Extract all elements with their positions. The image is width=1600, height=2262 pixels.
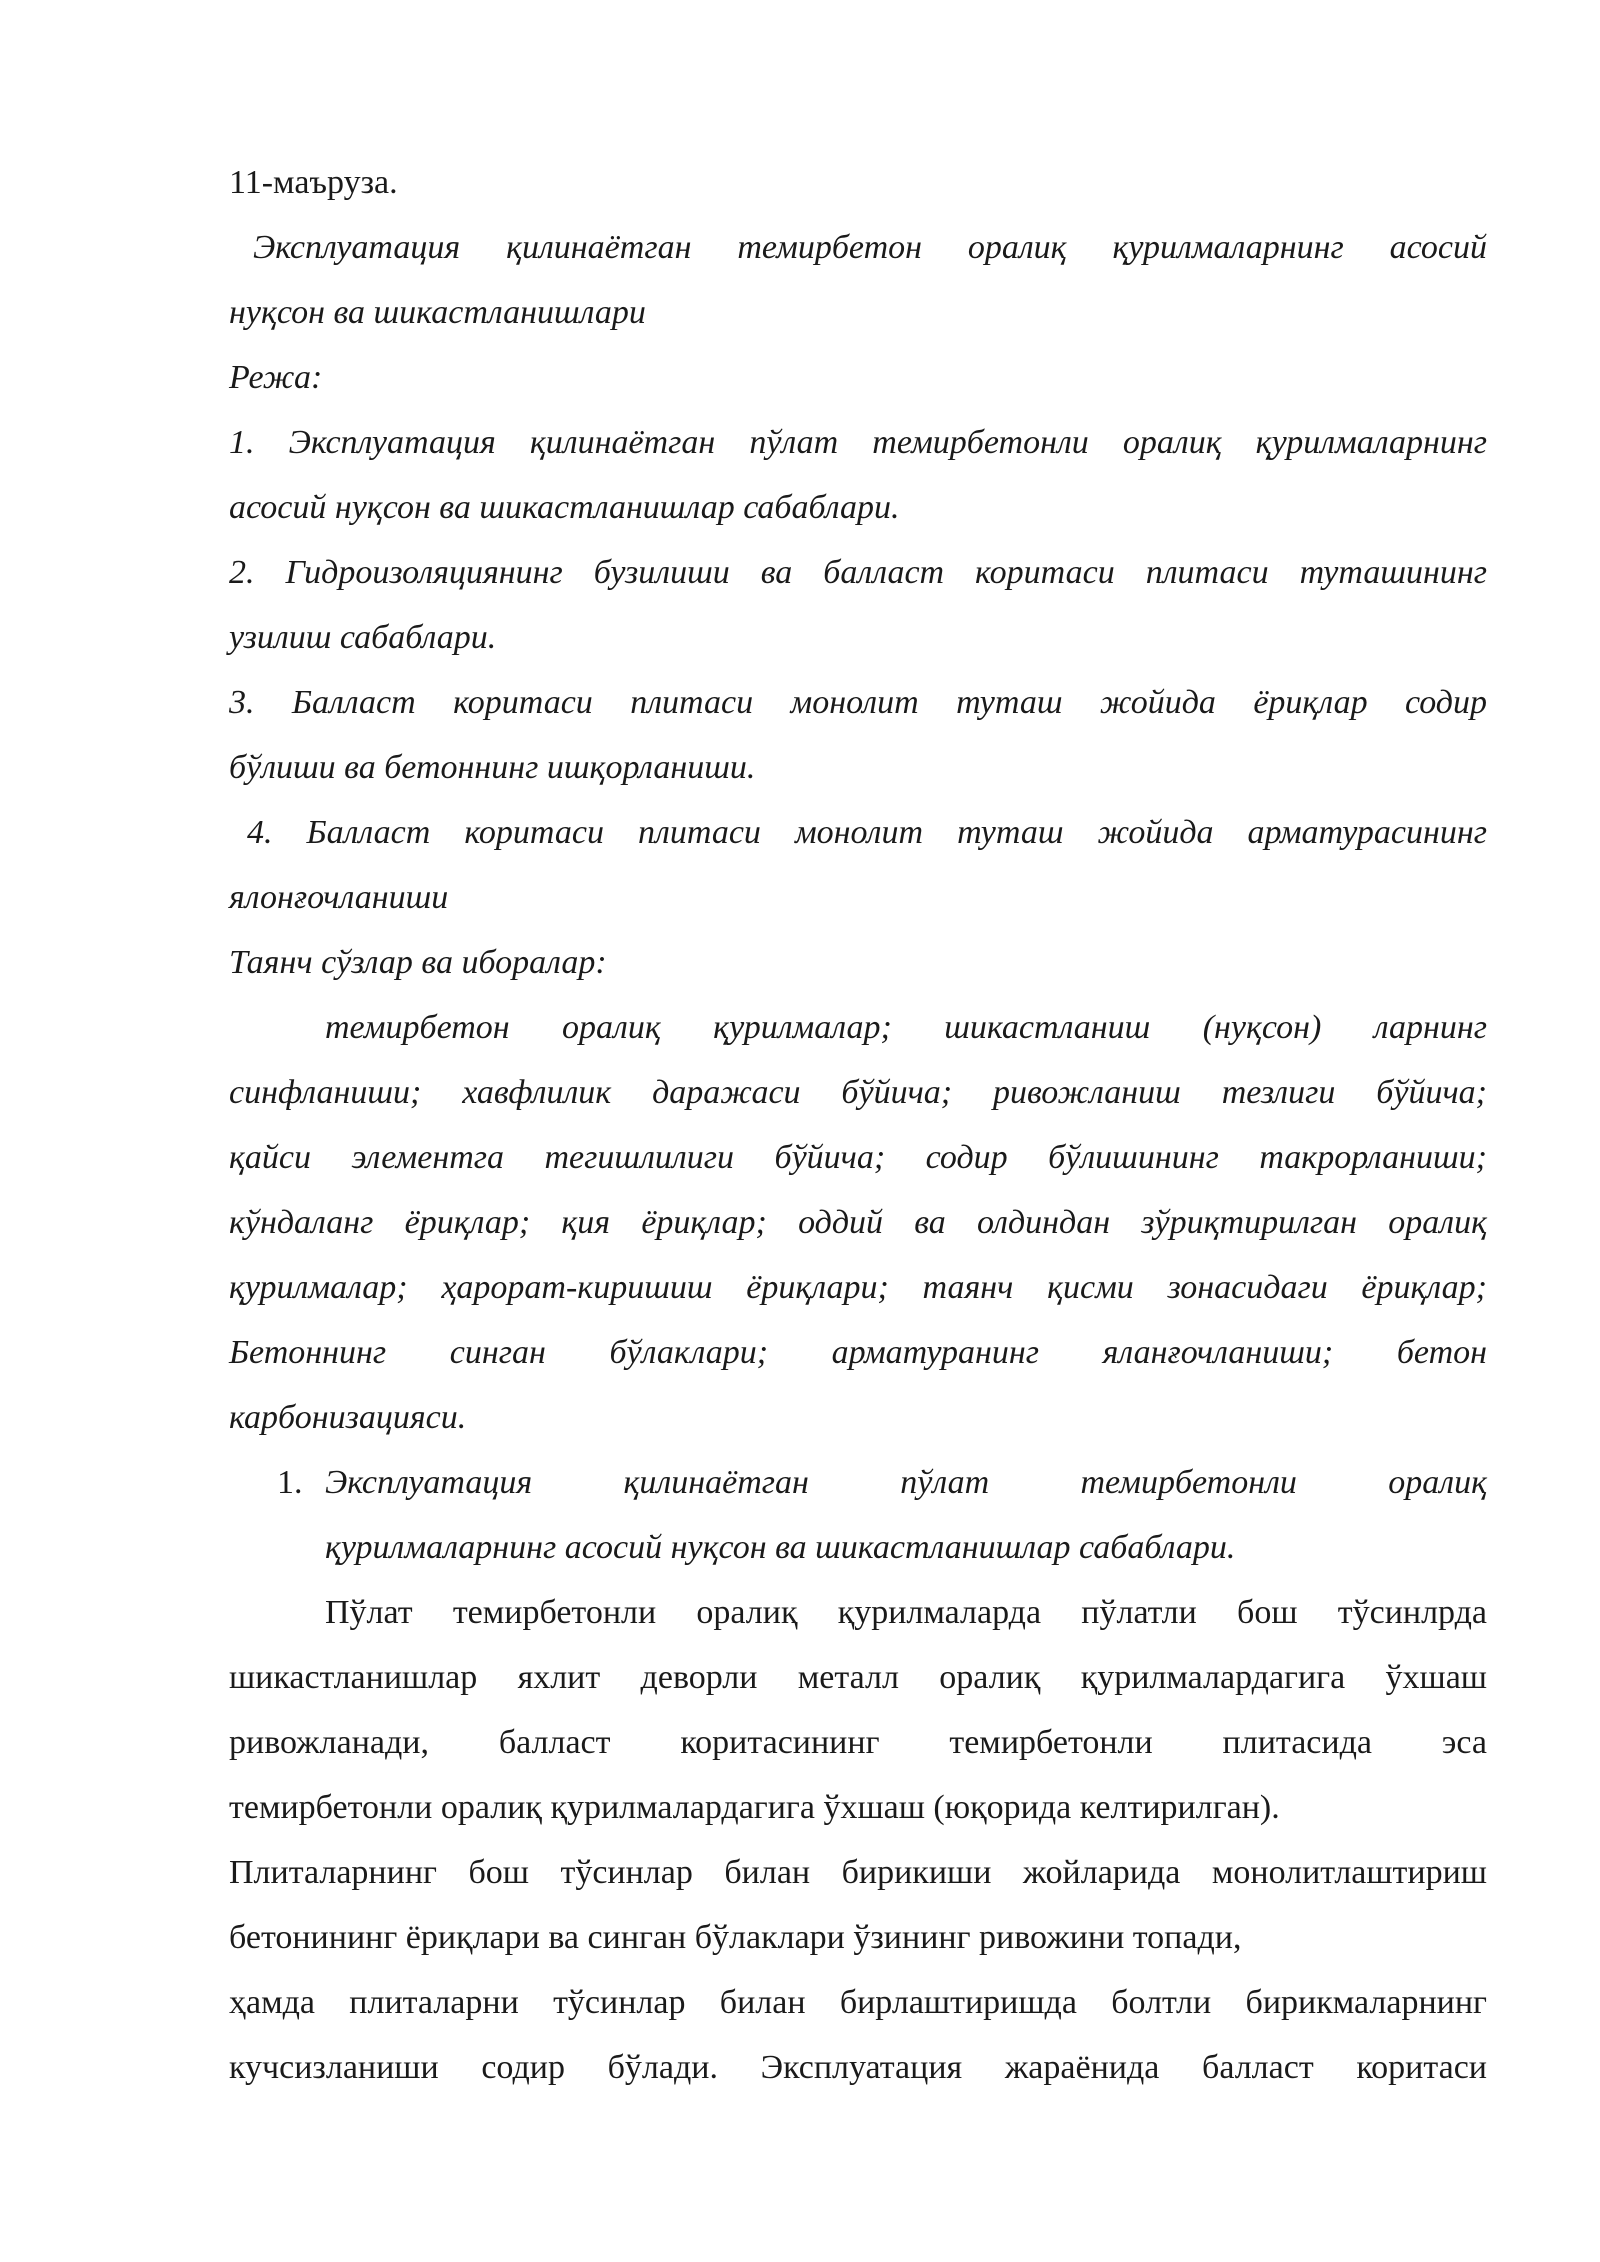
section-1-title-line-1: Эксплуатация қилинаётган пўлат темирбетонли оралиқ xyxy=(325,1464,1487,1501)
section-1-number: 1. xyxy=(277,1464,303,1501)
body-line-1: Пўлат темирбетонли оралиқ қурилмаларда пўлатли бош тўсинлрда xyxy=(325,1594,1487,1631)
document-page xyxy=(229,150,1487,2100)
plan-item-2-line-2: узилиш сабаблари. xyxy=(229,619,497,656)
keywords-line-6: Бетоннинг синган бўлаклари; арматуранинг яланғочланиши; бетон xyxy=(229,1334,1487,1371)
section-1-title-line-2: қурилмаларнинг асосий нуқсон ва шикастланишлар сабаблари. xyxy=(325,1529,1236,1566)
body-line-6: бетонининг ёриқлари ва синган бўлаклари ўзининг ривожини топади, xyxy=(229,1919,1242,1956)
body-line-3: ривожланади, баллаcт коритасининг темирбетонли плитасида эса xyxy=(229,1724,1487,1761)
keywords-line-4: кўндаланг ёриқлар; қия ёриқлар; оддий ва олдиндан зўриқтирилган оралиқ xyxy=(229,1204,1487,1241)
plan-item-2-line-1: 2. Гидроизоляциянинг бузилиши ва баллаcт коритаси плитаси туташининг xyxy=(229,554,1487,591)
lecture-number: 11-маъруза. xyxy=(229,164,398,201)
body-line-4: темирбетонли оралиқ қурилмалардагига ўхшаш (юқорида келтирилган). xyxy=(229,1789,1280,1826)
keywords-line-1: темирбетон оралиқ қурилмалар; шикастланиш (нуқсон) ларнинг xyxy=(325,1009,1487,1046)
plan-item-3-line-2: бўлиши ва бетоннинг ишқорланиши. xyxy=(229,749,756,786)
document-title-line-2: нуқсон ва шикастланишлари xyxy=(229,294,646,331)
document-title-line-1: Эксплуатация қилинаётган темирбетон оралиқ қурилмаларнинг асосий xyxy=(253,229,1487,266)
keywords-line-2: синфланиши; хавфлилик даражаси бўйича; ривожланиш тезлиги бўйича; xyxy=(229,1074,1487,1111)
body-line-2: шикастланишлар яхлит деворли металл оралиқ қурилмалардагига ўхшаш xyxy=(229,1659,1487,1696)
plan-heading: Режа: xyxy=(229,359,323,396)
body-line-5: Плиталарнинг бош тўсинлар билан бирикиши жойларида монолитлаштириш xyxy=(229,1854,1487,1891)
plan-item-3-line-1: 3. Баллаcт коритаси плитаси монолит туташ жойида ёриқлар содир xyxy=(229,684,1487,721)
plan-item-4-line-2: ялонғочланиши xyxy=(229,879,449,916)
body-line-7: ҳамда плиталарни тўсинлар билан бирлаштиришда болтли бирикмаларнинг xyxy=(229,1984,1487,2021)
keywords-heading: Таянч сўзлар ва иборалар: xyxy=(229,944,607,981)
plan-item-4-line-1: 4. Баллаcт коритаси плитаси монолит туташ жойида арматурасининг xyxy=(247,814,1487,851)
keywords-line-5: қурилмалар; ҳарорат-киришиш ёриқлари; таянч қисми зонасидаги ёриқлар; xyxy=(229,1269,1487,1306)
body-line-8: кучсизланиши содир бўлади. Эксплуатация жараёнида баллаcт коритаси xyxy=(229,2049,1487,2086)
plan-item-1-line-2: асосий нуқсон ва шикастланишлар сабаблари. xyxy=(229,489,900,526)
plan-item-1-line-1: 1. Эксплуатация қилинаётган пўлат темирбетонли оралиқ қурилмаларнинг xyxy=(229,424,1487,461)
keywords-line-3: қайси элементга тегишлилиги бўйича; содир бўлишининг такрорланиши; xyxy=(229,1139,1487,1176)
keywords-line-7: карбонизацияси. xyxy=(229,1399,467,1436)
section-1-heading xyxy=(229,1450,1487,1580)
